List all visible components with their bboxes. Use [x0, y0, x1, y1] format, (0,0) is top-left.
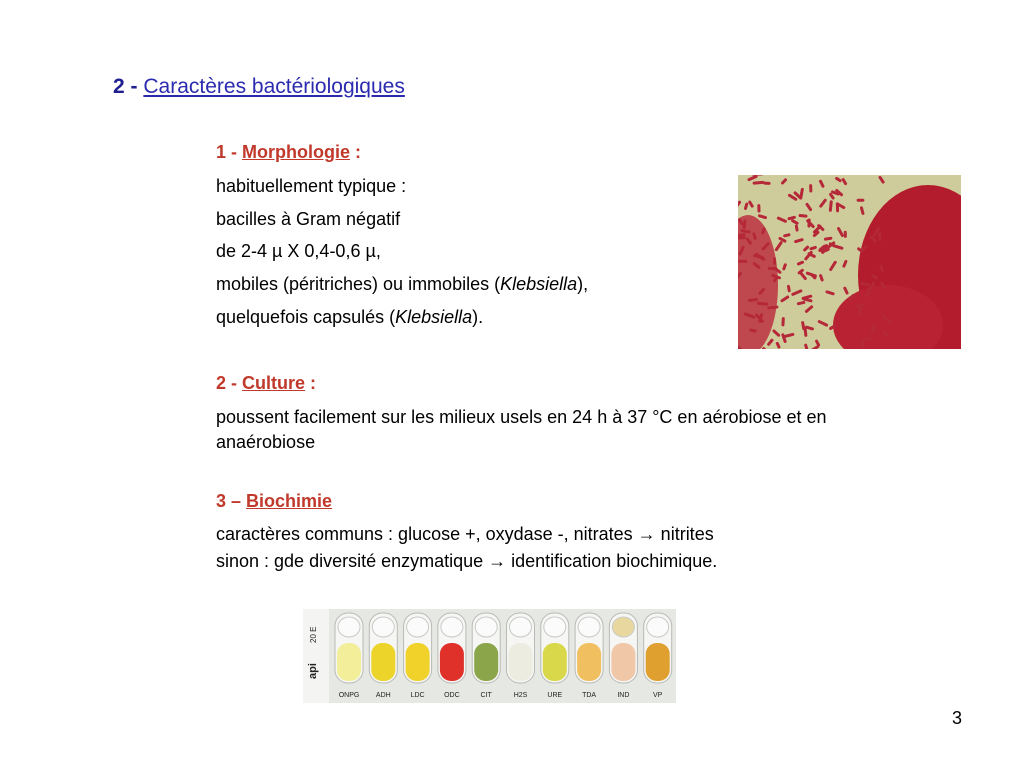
api-cupule-fill — [371, 643, 395, 681]
italic-genus: Klebsiella — [395, 307, 473, 327]
api-test-label: IND — [617, 692, 630, 699]
api-test-label: LDC — [410, 692, 425, 699]
api-cupule-fill — [474, 643, 498, 681]
api-cupule-fill — [337, 643, 361, 681]
api-test-label: H2S — [513, 692, 528, 699]
subsection-suffix: : — [305, 373, 317, 393]
italic-genus: Klebsiella — [500, 274, 578, 294]
gram-stain-micrograph — [738, 175, 961, 349]
subsection-title: Morphologie — [242, 142, 351, 162]
api-brand: api — [307, 663, 319, 679]
subsection-number: 2 - — [216, 373, 238, 393]
bacillus-rod — [844, 231, 847, 238]
morphologie-line-5 — [216, 307, 483, 328]
api-test-label: ODC — [444, 692, 460, 699]
subsection-number: 3 – — [216, 491, 242, 511]
line-text: ). — [472, 307, 484, 327]
bacillus-rod — [781, 317, 784, 326]
subsection-number: 1 - — [216, 142, 238, 162]
api-cupule-top — [544, 617, 566, 637]
api-test-label: TDA — [582, 692, 597, 699]
culture-line-1: poussent facilement sur les milieux usels en 24 h à 37 °C en aérobiose et en — [216, 407, 827, 427]
biochimie-line-1: caractères communs : glucose +, oxydase -, nitrates → nitrites — [216, 524, 714, 544]
bacillus-rod — [763, 182, 771, 186]
line-text: quelquefois capsulés ( — [216, 307, 396, 327]
line-text: bacilles à Gram négatif — [216, 209, 401, 229]
api-code: 20 E — [309, 626, 318, 643]
api-cupule-fill — [543, 643, 567, 681]
biochimie-line-2: sinon : gde diversité enzymatique → identification biochimique. — [216, 551, 718, 571]
subsection-culture-title — [216, 373, 316, 394]
bacillus-rod — [773, 257, 776, 265]
culture-line-2: anaérobiose — [216, 432, 316, 452]
api-20e-strip-photo — [303, 609, 676, 703]
line-text: de 2-4 µ X 0,4-0,6 µ, — [216, 241, 381, 261]
line-text: ), — [577, 274, 589, 294]
section-heading — [113, 75, 405, 99]
subsection-title: Culture — [242, 373, 306, 393]
api-cupule-fill — [440, 643, 464, 681]
api-cupule-top — [578, 617, 600, 637]
bacillus-rod — [809, 184, 812, 192]
subsection-biochimie-title — [216, 491, 332, 512]
api-cupule-top — [372, 617, 394, 637]
morphologie-line-3 — [216, 241, 381, 262]
api-cupule-top — [510, 617, 532, 637]
line-text: mobiles (péritriches) ou immobiles ( — [216, 274, 501, 294]
api-test-label: URE — [547, 692, 563, 699]
micrograph-image — [738, 175, 961, 349]
api-test-label: VP — [653, 692, 663, 699]
bacillus-rod — [738, 236, 746, 239]
api-cupule-fill — [509, 643, 533, 681]
subsection-suffix: : — [350, 142, 362, 162]
api-cupule-top — [475, 617, 497, 637]
api-cupule-fill — [646, 643, 670, 681]
api-test-label: ADH — [375, 692, 391, 699]
api-test-label: ONPG — [338, 692, 360, 699]
subsection-morphologie-title — [216, 142, 361, 163]
bacillus-rod — [857, 199, 865, 202]
morphologie-line-2 — [216, 209, 400, 230]
api-cupule-top — [407, 617, 429, 637]
bacillus-rod — [757, 204, 760, 212]
api-strip-image — [303, 609, 676, 703]
api-cupule-top — [647, 617, 669, 637]
section-heading-number: 2 - — [113, 75, 138, 98]
page-number: 3 — [952, 708, 963, 728]
bacillus-rod — [738, 260, 747, 263]
api-cupule-top — [612, 617, 634, 637]
api-test-label: CIT — [480, 692, 492, 699]
api-cupule-fill — [577, 643, 601, 681]
api-cupule-top — [338, 617, 360, 637]
api-cupule-fill — [406, 643, 430, 681]
section-heading-title: Caractères bactériologiques — [143, 75, 405, 98]
api-cupule-top — [441, 617, 463, 637]
bacillus-rod — [861, 341, 864, 349]
api-cupule-fill — [611, 643, 635, 681]
bacillus-rod — [878, 232, 881, 241]
subsection-title: Biochimie — [246, 491, 333, 511]
morphologie-line-1 — [216, 176, 406, 197]
line-text: habituellement typique : — [216, 176, 407, 196]
morphologie-line-4 — [216, 274, 588, 295]
